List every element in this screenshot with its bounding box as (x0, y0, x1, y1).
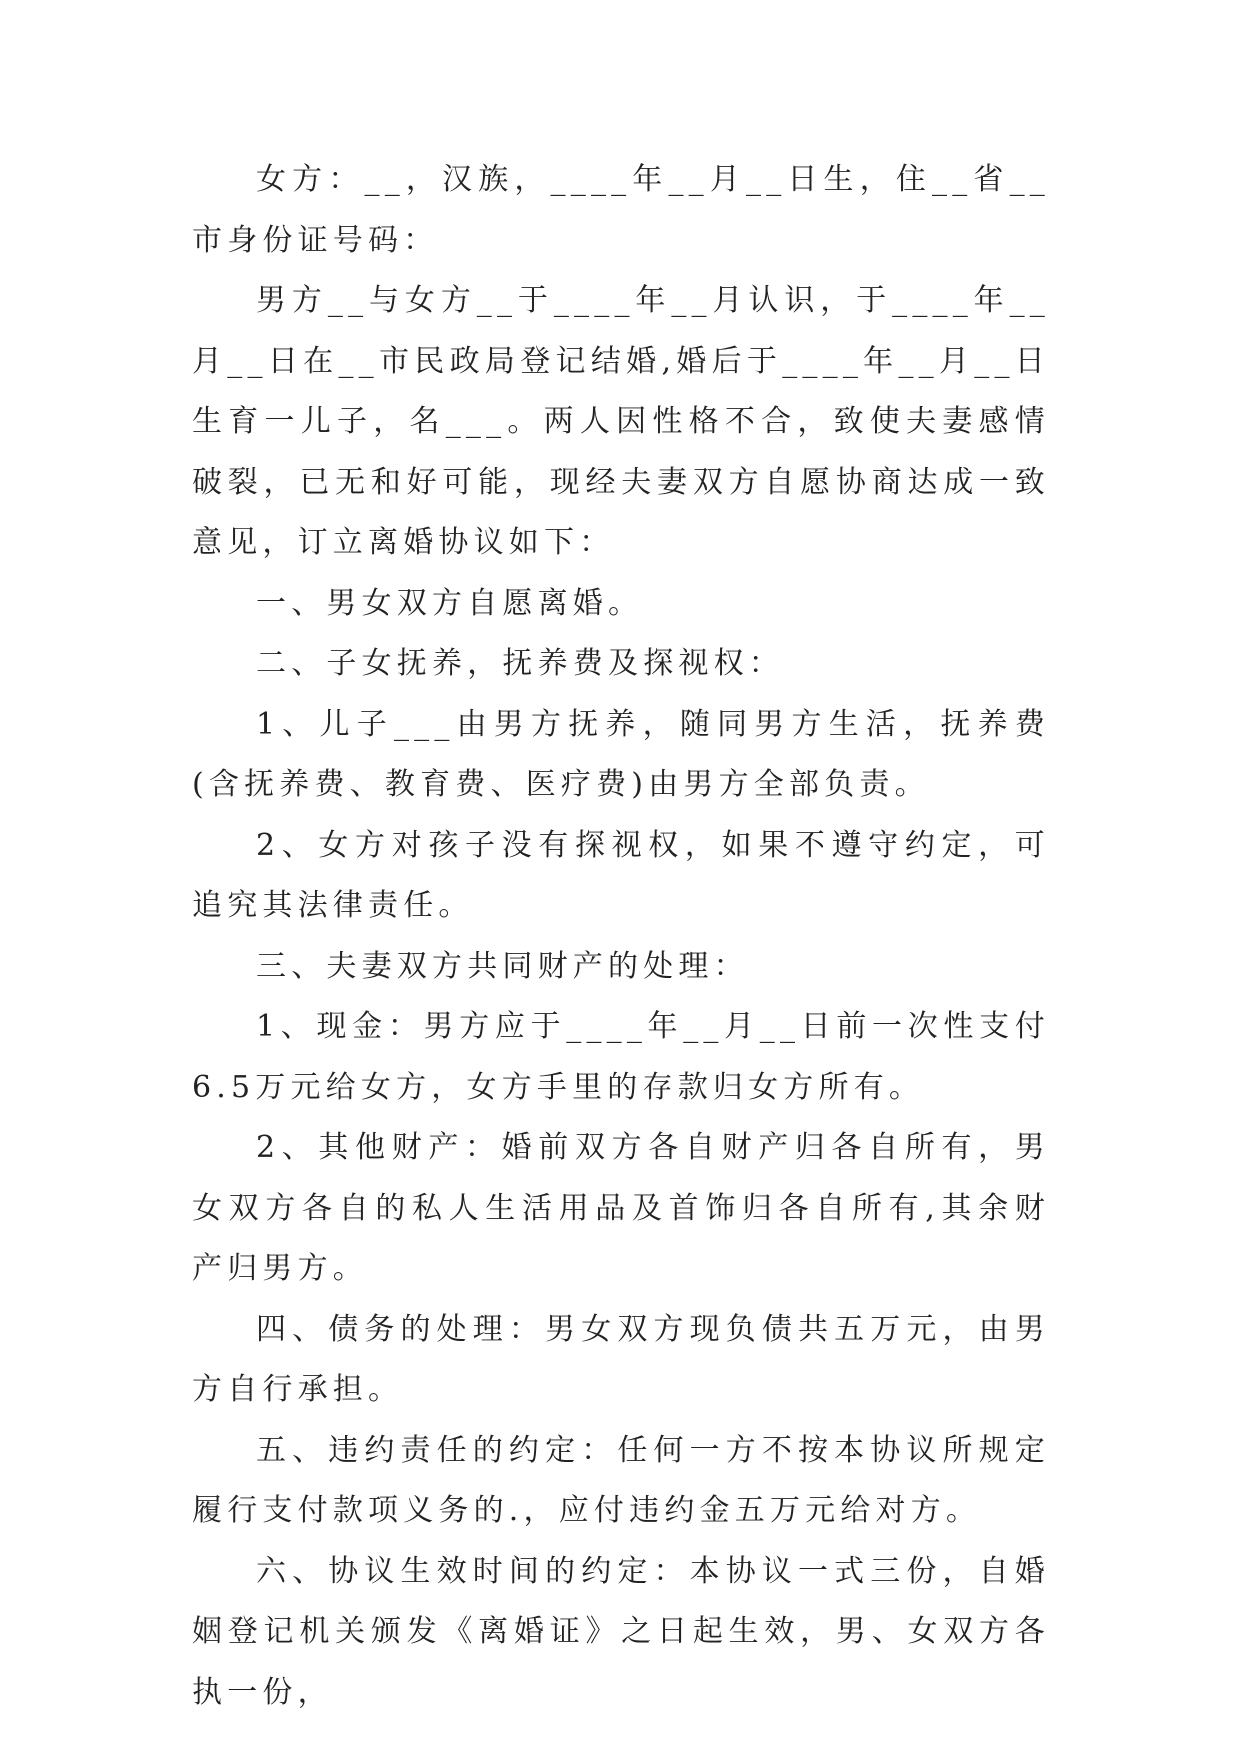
paragraph-clause-3-item-2: 2、其他财产：婚前双方各自财产归各自所有，男女双方各自的私人生活用品及首饰归各自所有,其余财产归男方。 (192, 1130, 1050, 1286)
paragraph-female-party-info: 女方：__，汉族，____年__月__日生，住__省__市身份证号码： (192, 162, 1050, 258)
paragraph-background: 男方__与女方__于____年__月认识，于____年__月__日在__市民政局登记结婚,婚后于____年__月__日生育一儿子，名___。两人因性格不合，致使夫妻感情破裂，已无和好可能，现经夫妻双方自愿协商达成一致意见，订立离婚协议如下： (192, 283, 1050, 560)
paragraph-clause-3-heading: 三、夫妻双方共同财产的处理： (256, 948, 749, 984)
paragraph-clause-2-item-1: 1、儿子___由男方抚养，随同男方生活，抚养费(含抚养费、教育费、医疗费)由男方全部负责。 (192, 706, 1050, 802)
paragraph-clause-2-item-2: 2、女方对孩子没有探视权，如果不遵守约定，可追究其法律责任。 (192, 827, 1050, 923)
paragraph-clause-3-item-1: 1、现金：男方应于____年__月__日前一次性支付6.5万元给女方，女方手里的存款归女方所有。 (192, 1009, 1050, 1105)
paragraph-clause-6: 六、协议生效时间的约定：本协议一式三份，自婚姻登记机关颁发《离婚证》之日起生效，男、女双方各执一份， (192, 1553, 1050, 1710)
paragraph-clause-5: 五、违约责任的约定：任何一方不按本协议所规定履行支付款项义务的.，应付违约金五万元给对方。 (192, 1432, 1050, 1528)
document-page (192, 150, 1050, 1723)
paragraph-clause-2-heading: 二、子女抚养，抚养费及探视权： (256, 646, 784, 681)
paragraph-clause-1: 一、男女双方自愿离婚。 (256, 585, 644, 621)
paragraph-clause-4: 四、债务的处理：男女双方现负债共五万元，由男方自行承担。 (192, 1311, 1050, 1407)
